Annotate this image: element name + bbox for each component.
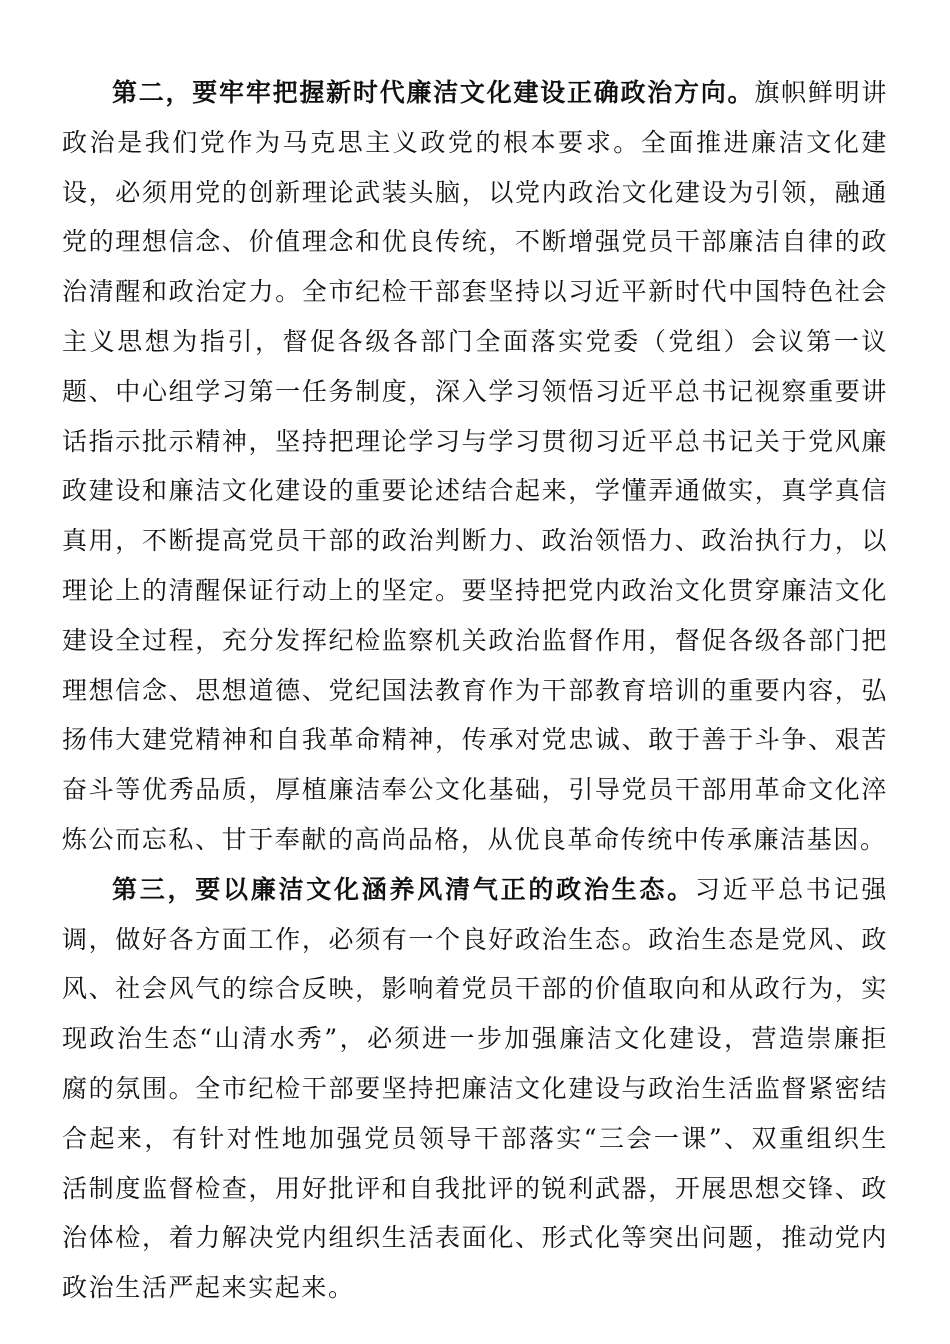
paragraph-heading: 第二，要牢牢把握新时代廉洁文化建设正确政治方向。	[112, 78, 755, 107]
paragraph-third-point	[62, 865, 888, 1313]
paragraph-heading: 第三，要以廉洁文化涵养风清气正的政治生态。	[112, 874, 695, 904]
document-page	[62, 68, 888, 1313]
paragraph-second-point	[62, 68, 888, 865]
paragraph-body: 习近平总书记强调，做好各方面工作，必须有一个良好政治生态。政治生态是党风、政风、社会风气的综合反映，影响着党员干部的价值取向和从政行为，实现政治生态“山清水秀”，必须进一步加强廉洁文化建设，营造崇廉拒腐的氛围。全市纪检干部要坚持把廉洁文化建设与政治生活监督紧密结合起来，有针对性地加强党员领导干部落实“三会一课”、双重组织生活制度监督检查，用好批评和自我批评的锐利武器，开展思想交锋、政治体检，着力解决党内组织生活表面化、形式化等突出问题，推动党内政治生活严起来实起来。	[62, 874, 888, 1303]
paragraph-body: 旗帜鲜明讲政治是我们党作为马克思主义政党的根本要求。全面推进廉洁文化建设，必须用党的创新理论武装头脑，以党内政治文化建设为引领，融通党的理想信念、价值理念和优良传统，不断增强党员干部廉洁自律的政治清醒和政治定力。全市纪检干部套坚持以习近平新时代中国特色社会主义思想为指引，督促各级各部门全面落实党委（党组）会议第一议题、中心组学习第一任务制度，深入学习领悟习近平总书记视察重要讲话指示批示精神，坚持把理论学习与学习贯彻习近平总书记关于党风廉政建设和廉洁文化建设的重要论述结合起来，学懂弄通做实，真学真信真用，不断提高党员干部的政治判断力、政治领悟力、政治执行力，以理论上的清醒保证行动上的坚定。要坚持把党内政治文化贯穿廉洁文化建设全过程，充分发挥纪检监察机关政治监督作用，督促各级各部门把理想信念、思想道德、党纪国法教育作为干部教育培训的重要内容，弘扬伟大建党精神和自我革命精神，传承对党忠诚、敢于善于斗争、艰苦奋斗等优秀品质，厚植廉洁奉公文化基础，引导党员干部用革命文化淬炼公而忘私、甘于奉献的高尚品格，从优良革命传统中传承廉洁基因。	[62, 78, 888, 854]
